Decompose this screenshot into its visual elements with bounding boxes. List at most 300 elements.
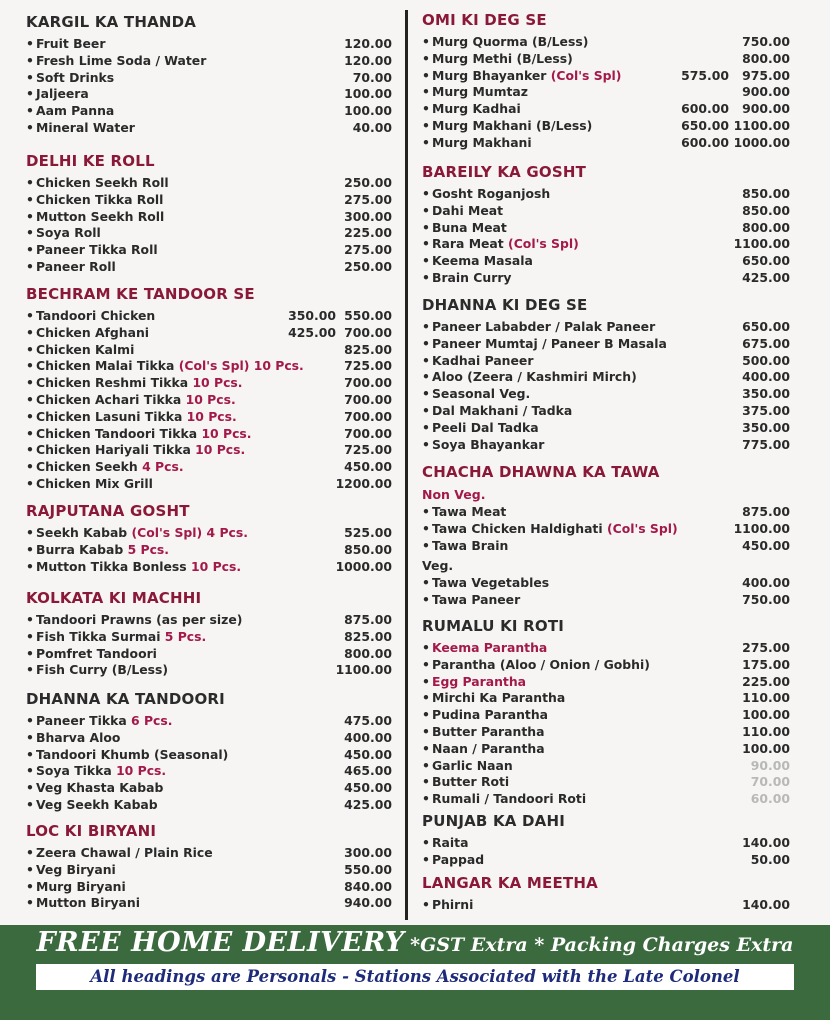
item-label: Chicken Afghani: [36, 324, 150, 340]
item-label: Fish Curry (B/Less): [36, 662, 169, 678]
item-price-half: 425.00: [288, 324, 336, 340]
item-label: Murg Makhani: [432, 134, 532, 150]
item-label: Murg Methi (B/Less): [432, 50, 573, 66]
menu-item-aloo-zeera-kashmiri-mirch: [422, 369, 794, 386]
item-price: 140.00: [742, 835, 790, 850]
menu-item-mutton-biryani: [26, 895, 396, 912]
item-price: 275.00: [742, 640, 790, 655]
menu-item-soya-tikka: [26, 763, 396, 780]
item-price: 1100.00: [733, 520, 790, 536]
section-title: RAJPUTANA GOSHT: [26, 502, 190, 520]
item-price: 1000.00: [733, 134, 790, 150]
item-price: 100.00: [344, 86, 392, 102]
item-highlight: 10 Pcs.: [192, 375, 243, 391]
item-label: Seekh Kabab: [36, 525, 128, 540]
bullet-icon: •: [26, 796, 34, 812]
menu-item-keema-masala: [422, 253, 794, 270]
item-label: Tawa Vegetables: [432, 575, 550, 591]
item-label: Chicken Kalmi: [36, 341, 135, 357]
bullet-icon: •: [26, 324, 34, 340]
item-price: 1100.00: [733, 117, 790, 133]
item-price: 275.00: [344, 191, 392, 207]
menu-item-murg-mumtaz: [422, 84, 794, 101]
item-price: 900.00: [742, 84, 790, 100]
bullet-icon: •: [26, 175, 34, 190]
bullet-icon: •: [422, 50, 430, 66]
item-label: Tawa Meat: [432, 504, 507, 519]
headings-note-text: All headings are Personals - Stations Associated with the Late Colonel: [90, 967, 740, 986]
item-label: Dal Makhani / Tadka: [432, 402, 573, 418]
bullet-icon: •: [422, 269, 430, 285]
item-name: [422, 592, 520, 609]
item-label: Egg Parantha: [432, 673, 527, 689]
item-label: Gosht Roganjosh: [432, 186, 551, 201]
item-label: Butter Parantha: [432, 723, 545, 739]
item-name: [422, 68, 621, 85]
item-name: [26, 730, 120, 747]
item-label: Parantha (Aloo / Onion / Gobhi): [432, 656, 650, 672]
item-label: Mutton Biryani: [36, 895, 140, 911]
item-price: 450.00: [344, 746, 392, 762]
item-name: [26, 879, 126, 896]
item-price: 525.00: [344, 525, 392, 540]
menu-item-aam-panna: [26, 103, 396, 120]
item-highlight: (Col's Spl): [508, 236, 579, 252]
item-name: [26, 225, 101, 242]
item-price: 90.00: [750, 757, 790, 773]
bullet-icon: •: [422, 335, 430, 351]
item-price: 1200.00: [335, 475, 392, 491]
item-name: [422, 791, 586, 808]
item-label: Chicken Tikka Roll: [36, 191, 164, 207]
menu-item-dal-makhani-tadka: [422, 403, 794, 420]
item-label: Chicken Reshmi Tikka: [36, 375, 189, 391]
section-chacha-dhawna-ka-tawa: [422, 462, 794, 609]
item-highlight: (Col's Spl) 4 Pcs.: [131, 525, 248, 540]
item-price: 850.00: [344, 541, 392, 557]
bullet-icon: •: [26, 780, 34, 796]
item-name: [26, 242, 158, 259]
menu-item-bharva-aloo: [26, 730, 396, 747]
item-price-half: 600.00: [681, 134, 729, 150]
item-name: [422, 220, 507, 237]
bullet-icon: •: [422, 592, 430, 608]
footer-headline-row: [0, 927, 830, 958]
item-label: Naan / Parantha: [432, 740, 545, 756]
menu-item-soft-drinks: [26, 70, 396, 87]
bullet-icon: •: [26, 408, 34, 424]
item-label: Chicken Tandoori Tikka: [36, 425, 198, 441]
column-divider: [405, 10, 408, 920]
item-label: Garlic Naan: [432, 757, 513, 773]
item-name: [26, 342, 134, 359]
bullet-icon: •: [26, 208, 34, 224]
bullet-icon: •: [26, 191, 34, 207]
menu-item-mineral-water: [26, 120, 396, 137]
item-highlight: (Col's Spl): [606, 520, 678, 536]
item-label: Chicken Seekh Roll: [36, 175, 169, 190]
item-highlight: 5 Pcs.: [127, 541, 170, 557]
bullet-icon: •: [422, 835, 430, 850]
item-price: 425.00: [742, 269, 790, 285]
bullet-icon: •: [26, 845, 34, 860]
bullet-icon: •: [26, 308, 34, 323]
item-price: 120.00: [344, 52, 392, 68]
item-label: Chicken Hariyali Tikka: [36, 442, 191, 458]
menu-item-tawa-paneer: [422, 592, 794, 609]
bullet-icon: •: [26, 746, 34, 762]
item-price: 225.00: [742, 673, 790, 689]
menu-item-pudina-parantha: [422, 707, 794, 724]
item-name: [26, 542, 169, 559]
bullet-icon: •: [422, 673, 430, 689]
item-name: [422, 437, 544, 454]
item-label: Rumali / Tandoori Roti: [432, 791, 587, 807]
item-name: [422, 758, 513, 775]
item-price: 650.00: [742, 253, 790, 269]
bullet-icon: •: [422, 520, 430, 536]
menu-item-dahi-meat: [422, 203, 794, 220]
item-label: Pudina Parantha: [432, 707, 549, 723]
item-label: Paneer Mumtaj / Paneer B Masala: [432, 335, 667, 351]
item-name: [422, 203, 503, 220]
section-title: CHACHA DHAWNA KA TAWA: [422, 463, 660, 481]
bullet-icon: •: [26, 425, 34, 441]
menu-item-seasonal-veg: [422, 386, 794, 403]
item-name: [422, 135, 532, 152]
item-name: [422, 897, 473, 914]
item-name: [26, 36, 105, 53]
section-rumalu-ki-roti: [422, 616, 794, 808]
bullet-icon: •: [26, 119, 34, 135]
item-price-half: 575.00: [681, 67, 729, 83]
bullet-icon: •: [26, 662, 34, 678]
bullet-icon: •: [26, 729, 34, 745]
item-price: 250.00: [344, 258, 392, 274]
item-name: [26, 358, 304, 375]
item-price: 400.00: [742, 575, 790, 591]
item-price: 425.00: [344, 796, 392, 812]
item-price: 550.00: [344, 308, 392, 323]
item-label: Tandoori Prawns (as per size): [36, 612, 243, 627]
item-label: Pappad: [432, 851, 485, 867]
section-kolkata-ki-machhi: [26, 588, 396, 679]
menu-item-tandoori-prawns-as-per-size: [26, 612, 396, 629]
menu-item-rara-meat: [422, 236, 794, 253]
item-name: [26, 308, 155, 325]
item-price: 700.00: [344, 324, 392, 340]
item-name: [422, 741, 545, 758]
item-price: 350.00: [742, 386, 790, 402]
item-price: 700.00: [344, 425, 392, 441]
item-name: [422, 84, 528, 101]
item-name: [422, 521, 678, 538]
menu-item-chicken-tandoori-tikka: [26, 426, 396, 443]
menu-item-jaljeera: [26, 86, 396, 103]
item-name: [26, 646, 157, 663]
section-kargil-ka-thanda: [26, 12, 396, 137]
item-label: Mutton Tikka Bonless: [36, 558, 187, 574]
item-label: Tandoori Khumb (Seasonal): [36, 746, 229, 762]
section-title: RUMALU KI ROTI: [422, 617, 565, 635]
bullet-icon: •: [422, 740, 430, 756]
item-price: 110.00: [742, 690, 790, 706]
item-highlight: (Col's Spl): [550, 67, 622, 83]
bullet-icon: •: [26, 225, 34, 241]
item-highlight: 10 Pcs.: [185, 391, 236, 407]
bullet-icon: •: [26, 375, 34, 391]
item-label: Tawa Chicken Haldighati: [432, 520, 603, 536]
item-name: [26, 392, 236, 409]
item-name: [26, 325, 149, 342]
item-price: 450.00: [742, 537, 790, 553]
item-label: Murg Makhani (B/Less): [432, 117, 593, 133]
menu-item-egg-parantha: [422, 674, 794, 691]
item-highlight: 10 Pcs.: [116, 763, 167, 779]
item-label: Chicken Mix Grill: [36, 475, 153, 491]
bullet-icon: •: [422, 219, 430, 235]
bullet-icon: •: [26, 861, 34, 877]
item-price: 825.00: [344, 341, 392, 357]
item-price: 120.00: [344, 36, 392, 51]
menu-item-tandoori-chicken: [26, 308, 396, 325]
item-label: Soya Bhayankar: [432, 436, 545, 452]
bullet-icon: •: [422, 851, 430, 867]
item-highlight: 6 Pcs.: [131, 713, 173, 728]
item-label: Murg Biryani: [36, 878, 126, 894]
item-price: 60.00: [750, 791, 790, 807]
section-title: DHANNA KA TANDOORI: [26, 690, 225, 708]
menu-item-buna-meat: [422, 220, 794, 237]
section-title: OMI KI DEG SE: [422, 11, 547, 29]
item-price: 100.00: [742, 740, 790, 756]
menu-item-murg-quorma-b-less: [422, 34, 794, 51]
menu-item-paneer-tikka: [26, 713, 396, 730]
item-price: 850.00: [742, 202, 790, 218]
item-price: 225.00: [344, 225, 392, 241]
item-name: [422, 270, 512, 287]
item-price: 140.00: [742, 897, 790, 912]
bullet-icon: •: [422, 656, 430, 672]
item-name: [422, 674, 526, 691]
item-name: [422, 51, 573, 68]
item-label: Burra Kabab: [36, 541, 124, 557]
item-price: 70.00: [750, 774, 790, 790]
menu-item-peeli-dal-tadka: [422, 420, 794, 437]
item-label: Kadhai Paneer: [432, 352, 534, 368]
item-name: [422, 186, 550, 203]
menu-item-butter-parantha: [422, 724, 794, 741]
item-price: 700.00: [344, 408, 392, 424]
item-name: [26, 459, 184, 476]
item-price-half: 600.00: [681, 101, 729, 117]
bullet-icon: •: [422, 897, 430, 912]
bullet-icon: •: [26, 895, 34, 911]
item-label: Keema Masala: [432, 253, 533, 269]
item-price: 100.00: [344, 103, 392, 119]
item-label: Chicken Achari Tikka: [36, 391, 182, 407]
item-name: [422, 420, 539, 437]
item-name: [26, 629, 206, 646]
menu-item-rumali-tandoori-roti: [422, 791, 794, 808]
item-price: 40.00: [352, 119, 392, 135]
menu-item-soya-roll: [26, 225, 396, 242]
item-name: [422, 253, 533, 270]
item-price: 700.00: [344, 391, 392, 407]
item-highlight: 10 Pcs.: [201, 425, 252, 441]
item-price: 50.00: [750, 851, 790, 867]
item-price: 300.00: [344, 208, 392, 224]
item-label: Keema Parantha: [432, 640, 548, 655]
bullet-icon: •: [26, 541, 34, 557]
bullet-icon: •: [422, 774, 430, 790]
item-price-half: 350.00: [288, 308, 336, 323]
item-price: 875.00: [344, 612, 392, 627]
bullet-icon: •: [422, 202, 430, 218]
item-label: Rara Meat: [432, 236, 504, 252]
menu-item-chicken-mix-grill: [26, 476, 396, 493]
menu-item-parantha-aloo-onion-gobhi: [422, 657, 794, 674]
item-name: [26, 175, 169, 192]
bullet-icon: •: [26, 475, 34, 491]
section-title: PUNJAB KA DAHI: [422, 812, 566, 830]
item-label: Chicken Malai Tikka: [36, 358, 175, 374]
menu-item-raita: [422, 835, 794, 852]
bullet-icon: •: [26, 558, 34, 574]
menu-item-butter-roti: [422, 774, 794, 791]
item-label: Veg Khasta Kabab: [36, 780, 164, 796]
item-name: [422, 774, 509, 791]
item-name: [422, 835, 468, 852]
bullet-icon: •: [26, 628, 34, 644]
section-title: BECHRAM KE TANDOOR SE: [26, 285, 255, 303]
item-label: Paneer Tikka Roll: [36, 242, 158, 258]
menu-item-phirni: [422, 897, 794, 914]
item-name: [422, 101, 521, 118]
section-title: KARGIL KA THANDA: [26, 13, 197, 31]
item-label: Dahi Meat: [432, 202, 504, 218]
bullet-icon: •: [26, 525, 34, 540]
menu-item-pappad: [422, 852, 794, 869]
bullet-icon: •: [422, 352, 430, 368]
menu-item-murg-makhani: [422, 135, 794, 152]
bullet-icon: •: [26, 645, 34, 661]
menu-item-tawa-brain: [422, 538, 794, 555]
bullet-icon: •: [26, 86, 34, 102]
bullet-icon: •: [422, 386, 430, 402]
item-name: [422, 403, 572, 420]
menu-item-veg-biryani: [26, 862, 396, 879]
item-price: 800.00: [344, 645, 392, 661]
item-name: [26, 559, 241, 576]
bullet-icon: •: [422, 537, 430, 553]
item-price: 800.00: [742, 219, 790, 235]
item-price: 110.00: [742, 723, 790, 739]
bullet-icon: •: [26, 36, 34, 51]
bullet-icon: •: [422, 504, 430, 519]
item-price: 350.00: [742, 419, 790, 435]
item-name: [422, 336, 667, 353]
menu-item-fresh-lime-soda-water: [26, 53, 396, 70]
item-highlight: 10 Pcs.: [191, 558, 242, 574]
menu-item-garlic-naan: [422, 758, 794, 775]
menu-item-kadhai-paneer: [422, 353, 794, 370]
item-price: 900.00: [742, 101, 790, 117]
section-title: KOLKATA KI MACHHI: [26, 589, 202, 607]
menu-item-chicken-hariyali-tikka: [26, 442, 396, 459]
item-price: 250.00: [344, 175, 392, 190]
item-label: Veg Biryani: [36, 861, 116, 877]
item-highlight: 4 Pcs.: [142, 459, 184, 475]
item-label: Soft Drinks: [36, 69, 115, 85]
bullet-icon: •: [26, 103, 34, 119]
item-name: [26, 612, 242, 629]
item-name: [422, 657, 650, 674]
item-highlight: 10 Pcs.: [186, 408, 237, 424]
bullet-icon: •: [422, 757, 430, 773]
bullet-icon: •: [26, 358, 34, 374]
menu-item-paneer-lababder-palak-paneer: [422, 319, 794, 336]
item-name: [26, 713, 172, 730]
menu-item-mirchi-ka-parantha: [422, 690, 794, 707]
item-name: [26, 70, 114, 87]
item-price: 725.00: [344, 358, 392, 374]
bullet-icon: •: [422, 117, 430, 133]
footer-banner: [0, 925, 830, 1020]
item-name: [26, 747, 228, 764]
bullet-icon: •: [26, 52, 34, 68]
item-price: 300.00: [344, 845, 392, 860]
menu-item-veg-seekh-kabab: [26, 797, 396, 814]
item-label: Soya Tikka: [36, 763, 112, 779]
item-name: [26, 86, 89, 103]
item-price: 775.00: [742, 436, 790, 452]
bullet-icon: •: [26, 459, 34, 475]
menu-item-brain-curry: [422, 270, 794, 287]
item-name: [422, 724, 544, 741]
bullet-icon: •: [422, 253, 430, 269]
item-label: Soya Roll: [36, 225, 101, 241]
section-delhi-ke-roll: [26, 151, 396, 276]
headings-note-box: [36, 964, 794, 990]
menu-item-chicken-seekh-roll: [26, 175, 396, 192]
item-price: 675.00: [742, 335, 790, 351]
item-name: [26, 662, 168, 679]
menu-item-burra-kabab: [26, 542, 396, 559]
item-price: 700.00: [344, 375, 392, 391]
item-label: Aam Panna: [36, 103, 115, 119]
item-highlight: 10 Pcs.: [195, 442, 246, 458]
item-name: [26, 192, 163, 209]
item-name: [422, 236, 579, 253]
item-label: Mineral Water: [36, 119, 135, 135]
menu-item-murg-kadhai: [422, 101, 794, 118]
item-label: Tandoori Chicken: [36, 308, 156, 323]
item-name: [26, 780, 163, 797]
menu-item-veg-khasta-kabab: [26, 780, 396, 797]
bullet-icon: •: [422, 101, 430, 117]
bullet-icon: •: [26, 763, 34, 779]
bullet-icon: •: [422, 402, 430, 418]
bullet-icon: •: [26, 442, 34, 458]
item-price: 940.00: [344, 895, 392, 911]
bullet-icon: •: [422, 690, 430, 706]
section-bechram-ke-tandoor-se: [26, 284, 396, 493]
item-label: Butter Roti: [432, 774, 510, 790]
item-price: 850.00: [742, 186, 790, 201]
item-name: [26, 259, 116, 276]
menu-item-murg-methi-b-less: [422, 51, 794, 68]
